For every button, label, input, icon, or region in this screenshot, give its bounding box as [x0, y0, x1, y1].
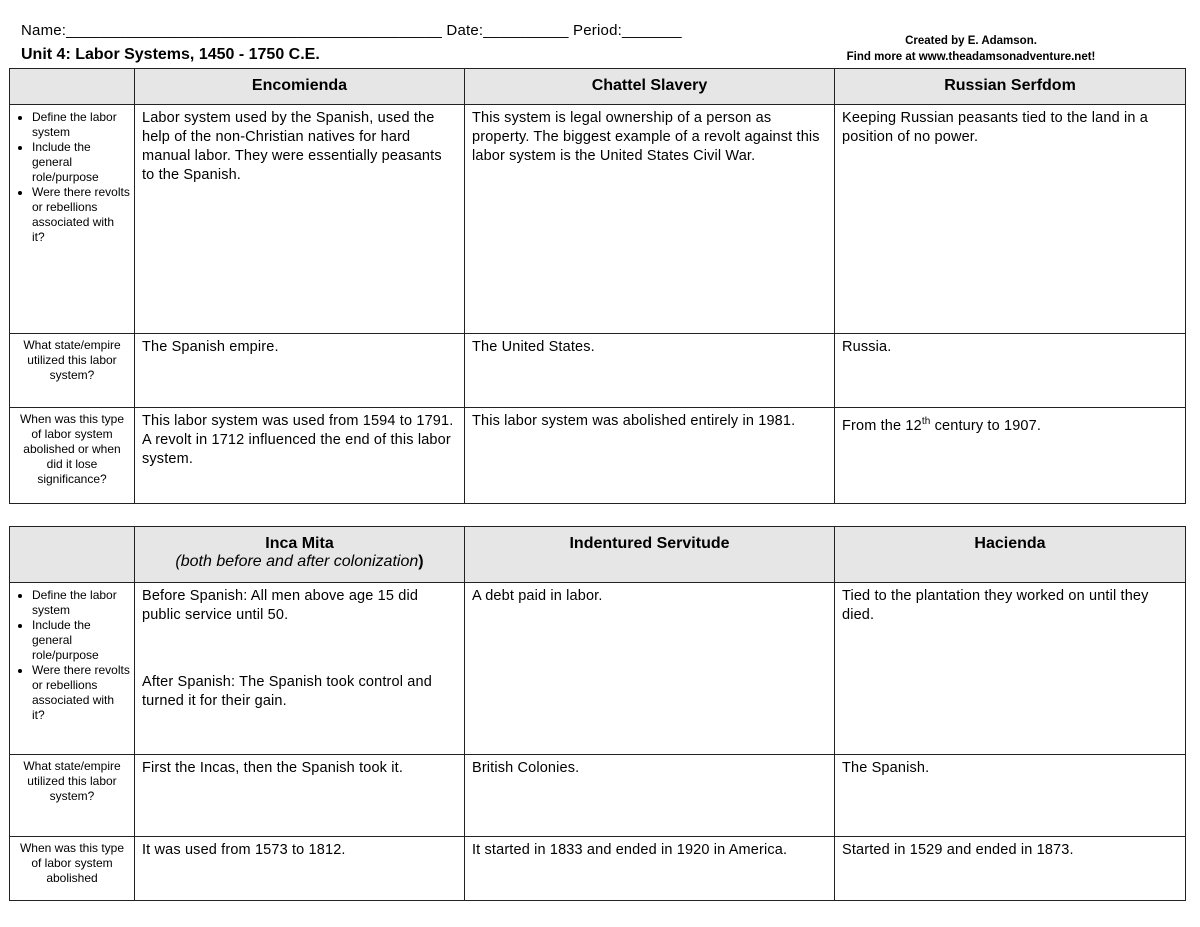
inca-after-spanish: After Spanish: The Spanish took control and turned it for their gain. — [142, 674, 432, 709]
column-header-chattel-slavery: Chattel Slavery — [465, 69, 835, 105]
cell-serfdom-abolished — [835, 408, 1186, 504]
spacer — [142, 625, 457, 673]
row-label-define-item: • Define the labor system — [32, 588, 130, 618]
inca-mita-subtitle-paren: ) — [418, 553, 424, 570]
row-label-define-item: • Include the general role/purpose — [32, 618, 130, 663]
cell-serfdom-define: Keeping Russian peasants tied to the land in a position of no power. — [835, 105, 1186, 334]
table-row-abolished — [10, 408, 1186, 504]
credit-author: Created by E. Adamson. — [905, 35, 1037, 47]
inca-before-spanish: Before Spanish: All men above age 15 did public service until 50. — [142, 588, 419, 623]
row-label-abolished: When was this type of labor system abolished — [10, 837, 135, 901]
cell-encomienda-abolished: This labor system was used from 1594 to 1791. A revolt in 1712 influenced the end of this labor system. — [135, 408, 465, 504]
row-label-define — [10, 583, 135, 755]
column-header-russian-serfdom: Russian Serfdom — [835, 69, 1186, 105]
cell-hacienda-state: The Spanish. — [835, 755, 1186, 837]
row-label-define — [10, 105, 135, 334]
cell-encomienda-state: The Spanish empire. — [135, 334, 465, 408]
row-label-state: What state/empire utilized this labor system? — [10, 755, 135, 837]
table-row-state — [10, 755, 1186, 837]
inca-mita-title: Inca Mita — [265, 535, 334, 552]
cell-chattel-define: This system is legal ownership of a person as property. The biggest example of a revolt against this labor system is the United States Civil War. — [465, 105, 835, 334]
table-header-row — [10, 527, 1186, 583]
cell-chattel-abolished: This labor system was abolished entirely in 1981. — [465, 408, 835, 504]
credit-website: Find more at www.theadamsonadventure.net! — [846, 51, 1096, 63]
column-header-inca-mita — [135, 527, 465, 583]
cell-chattel-state: The United States. — [465, 334, 835, 408]
corner-cell — [10, 69, 135, 105]
row-label-define-item: • Were there revolts or rebellions associated with it? — [32, 663, 130, 723]
row-label-define-item: • Define the labor system — [32, 110, 130, 140]
cell-inca-mita-abolished: It was used from 1573 to 1812. — [135, 837, 465, 901]
ordinal-suffix: th — [921, 416, 931, 427]
inca-mita-subtitle — [139, 553, 460, 571]
table-header-row — [10, 69, 1186, 105]
cell-inca-mita-define — [135, 583, 465, 755]
labor-systems-table-2 — [9, 526, 1186, 901]
column-header-hacienda: Hacienda — [835, 527, 1186, 583]
serfdom-abolished-text-b: century to 1907. — [930, 417, 1042, 434]
cell-inca-mita-state: First the Incas, then the Spanish took it. — [135, 755, 465, 837]
labor-systems-table-1 — [9, 68, 1186, 504]
cell-indentured-define: A debt paid in labor. — [465, 583, 835, 755]
cell-indentured-state: British Colonies. — [465, 755, 835, 837]
column-header-indentured-servitude: Indentured Servitude — [465, 527, 835, 583]
row-label-define-item: • Were there revolts or rebellions associated with it? — [32, 185, 130, 245]
table-row-abolished — [10, 837, 1186, 901]
serfdom-abolished-text-a: From the 12 — [842, 417, 922, 434]
unit-title: Unit 4: Labor Systems, 1450 - 1750 C.E. — [21, 46, 320, 63]
row-label-abolished: When was this type of labor system abolished or when did it lose significance? — [10, 408, 135, 504]
table-row-define — [10, 105, 1186, 334]
cell-encomienda-define: Labor system used by the Spanish, used the help of the non-Christian natives for hard manual labor. They were essentially peasants to the Spanish. — [135, 105, 465, 334]
cell-hacienda-abolished: Started in 1529 and ended in 1873. — [835, 837, 1186, 901]
table-row-state — [10, 334, 1186, 408]
cell-indentured-abolished: It started in 1833 and ended in 1920 in America. — [465, 837, 835, 901]
row-label-define-item: • Include the general role/purpose — [32, 140, 130, 185]
cell-serfdom-state: Russia. — [835, 334, 1186, 408]
credit-box — [826, 33, 1116, 65]
cell-hacienda-define: Tied to the plantation they worked on until they died. — [835, 583, 1186, 755]
table-row-define — [10, 583, 1186, 755]
row-label-state: What state/empire utilized this labor system? — [10, 334, 135, 408]
name-date-period-line: Name:____________________________________________ Date:__________ Period:_______ — [21, 22, 682, 39]
corner-cell — [10, 527, 135, 583]
inca-mita-subtitle-text: (both before and after colonization — [175, 553, 419, 570]
column-header-encomienda: Encomienda — [135, 69, 465, 105]
